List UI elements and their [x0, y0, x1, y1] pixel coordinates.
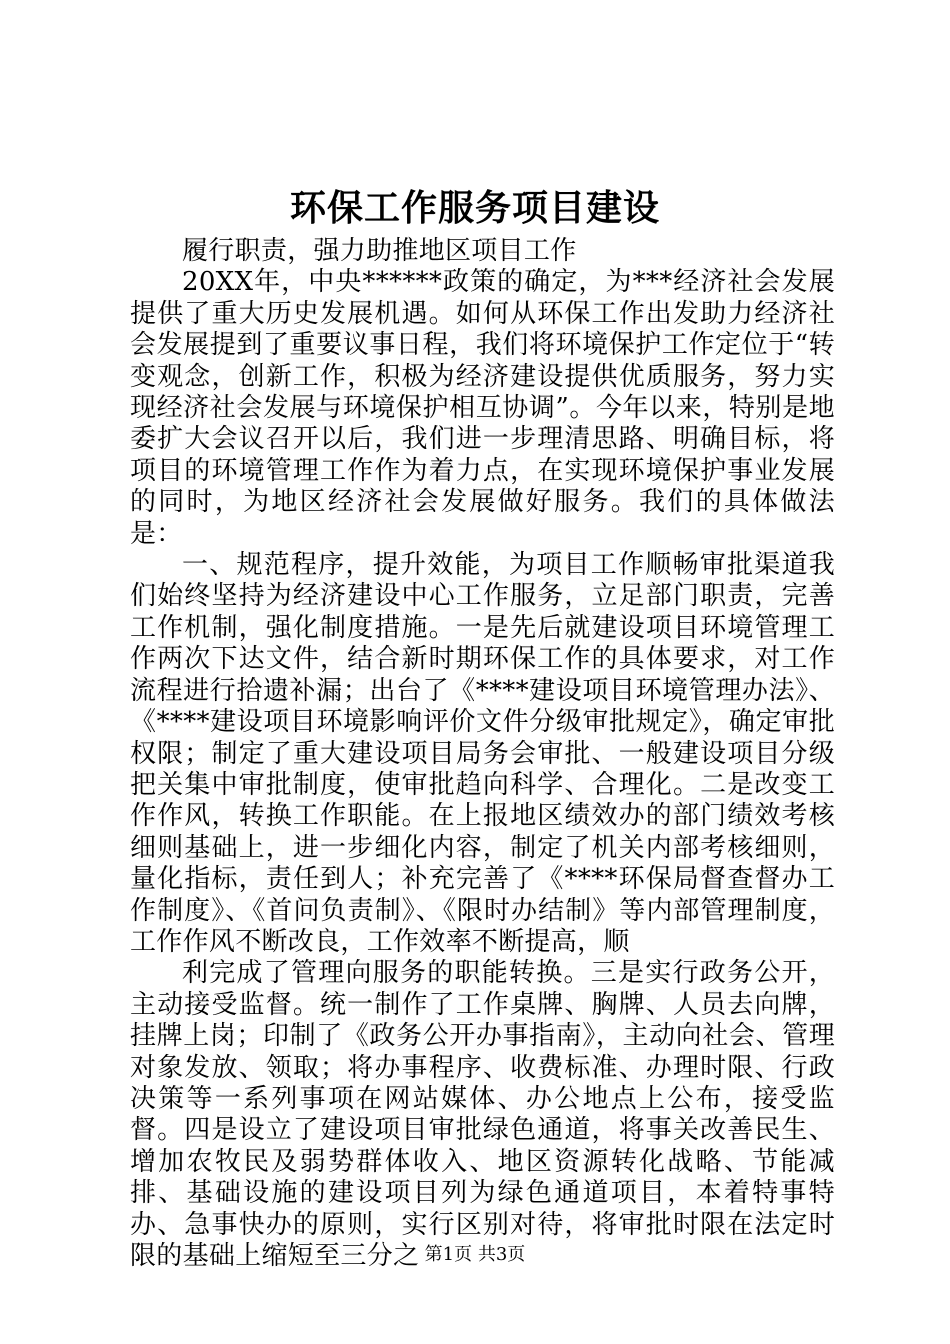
- document-title: 环保工作服务项目建设: [289, 187, 660, 229]
- paragraph-continuation: 利完成了管理向服务的职能转换。三是实行政务公开，主动接受监督。统一制作了工作桌牌、胸牌、人员去向牌，挂牌上岗；印制了《政务公开办事指南》，主动向社会、管理对象发放、领取；将办事程序、收费标准、办理时限、行政决策等一系列事项在网站媒体、办公地点上公布，接受监督。四是设立了建设项目审批绿色通道，将事关改善民生、增加农牧民及弱势群体收入、地区资源转化战略、节能减排、基础设施的建设项目列为绿色通道项目，本着特事特办、急事快办的原则，实行区别对待，将审批时限在法定时限的基础上缩短至三分之: [130, 958, 835, 1271]
- paragraph-subheading: 履行职责，强力助推地区项目工作: [182, 236, 577, 266]
- paragraph-section-one: 一、规范程序，提升效能，为项目工作顺畅审批渠道我们始终坚持为经济建设中心工作服务，立足部门职责，完善工作机制，强化制度措施。一是先后就建设项目环境管理工作两次下达文件，结合新时期环保工作的具体要求，对工作流程进行拾遗补漏；出台了《****建设项目环境管理办法》、《****建设项目环境影响评价文件分级审批规定》，确定审批权限；制定了重大建设项目局务会审批、一般建设项目分级把关集中审批制度，使审批趋向科学、合理化。二是改变工作作风，转换工作职能。在上报地区绩效办的部门绩效考核细则基础上，进一步细化内容，制定了机关内部考核细则，量化指标，责任到人；补充完善了《****环保局督查督办工作制度》、《首问负责制》、《限时办结制》等内部管理制度，工作作风不断改良，工作效率不断提高，顺: [130, 550, 835, 957]
- document-body: [130, 236, 835, 1272]
- paragraph-intro: 20XX年，中央******政策的确定，为***经济社会发展提供了重大历史发展机遇。如何从环保工作出发助力经济社会发展提到了重要议事日程，我们将环境保护工作定位于“转变观念，创新工作，积极为经济建设提供优质服务，努力实现经济社会发展与环境保护相互协调”。今年以来，特别是地委扩大会议召开以后，我们进一步理清思路、明确目标，将项目的环境管理工作作为着力点，在实现环境保护事业发展的同时，为地区经济社会发展做好服务。我们的具体做法是：: [130, 267, 835, 549]
- page-number-footer: 第1页 共3页: [424, 1244, 526, 1265]
